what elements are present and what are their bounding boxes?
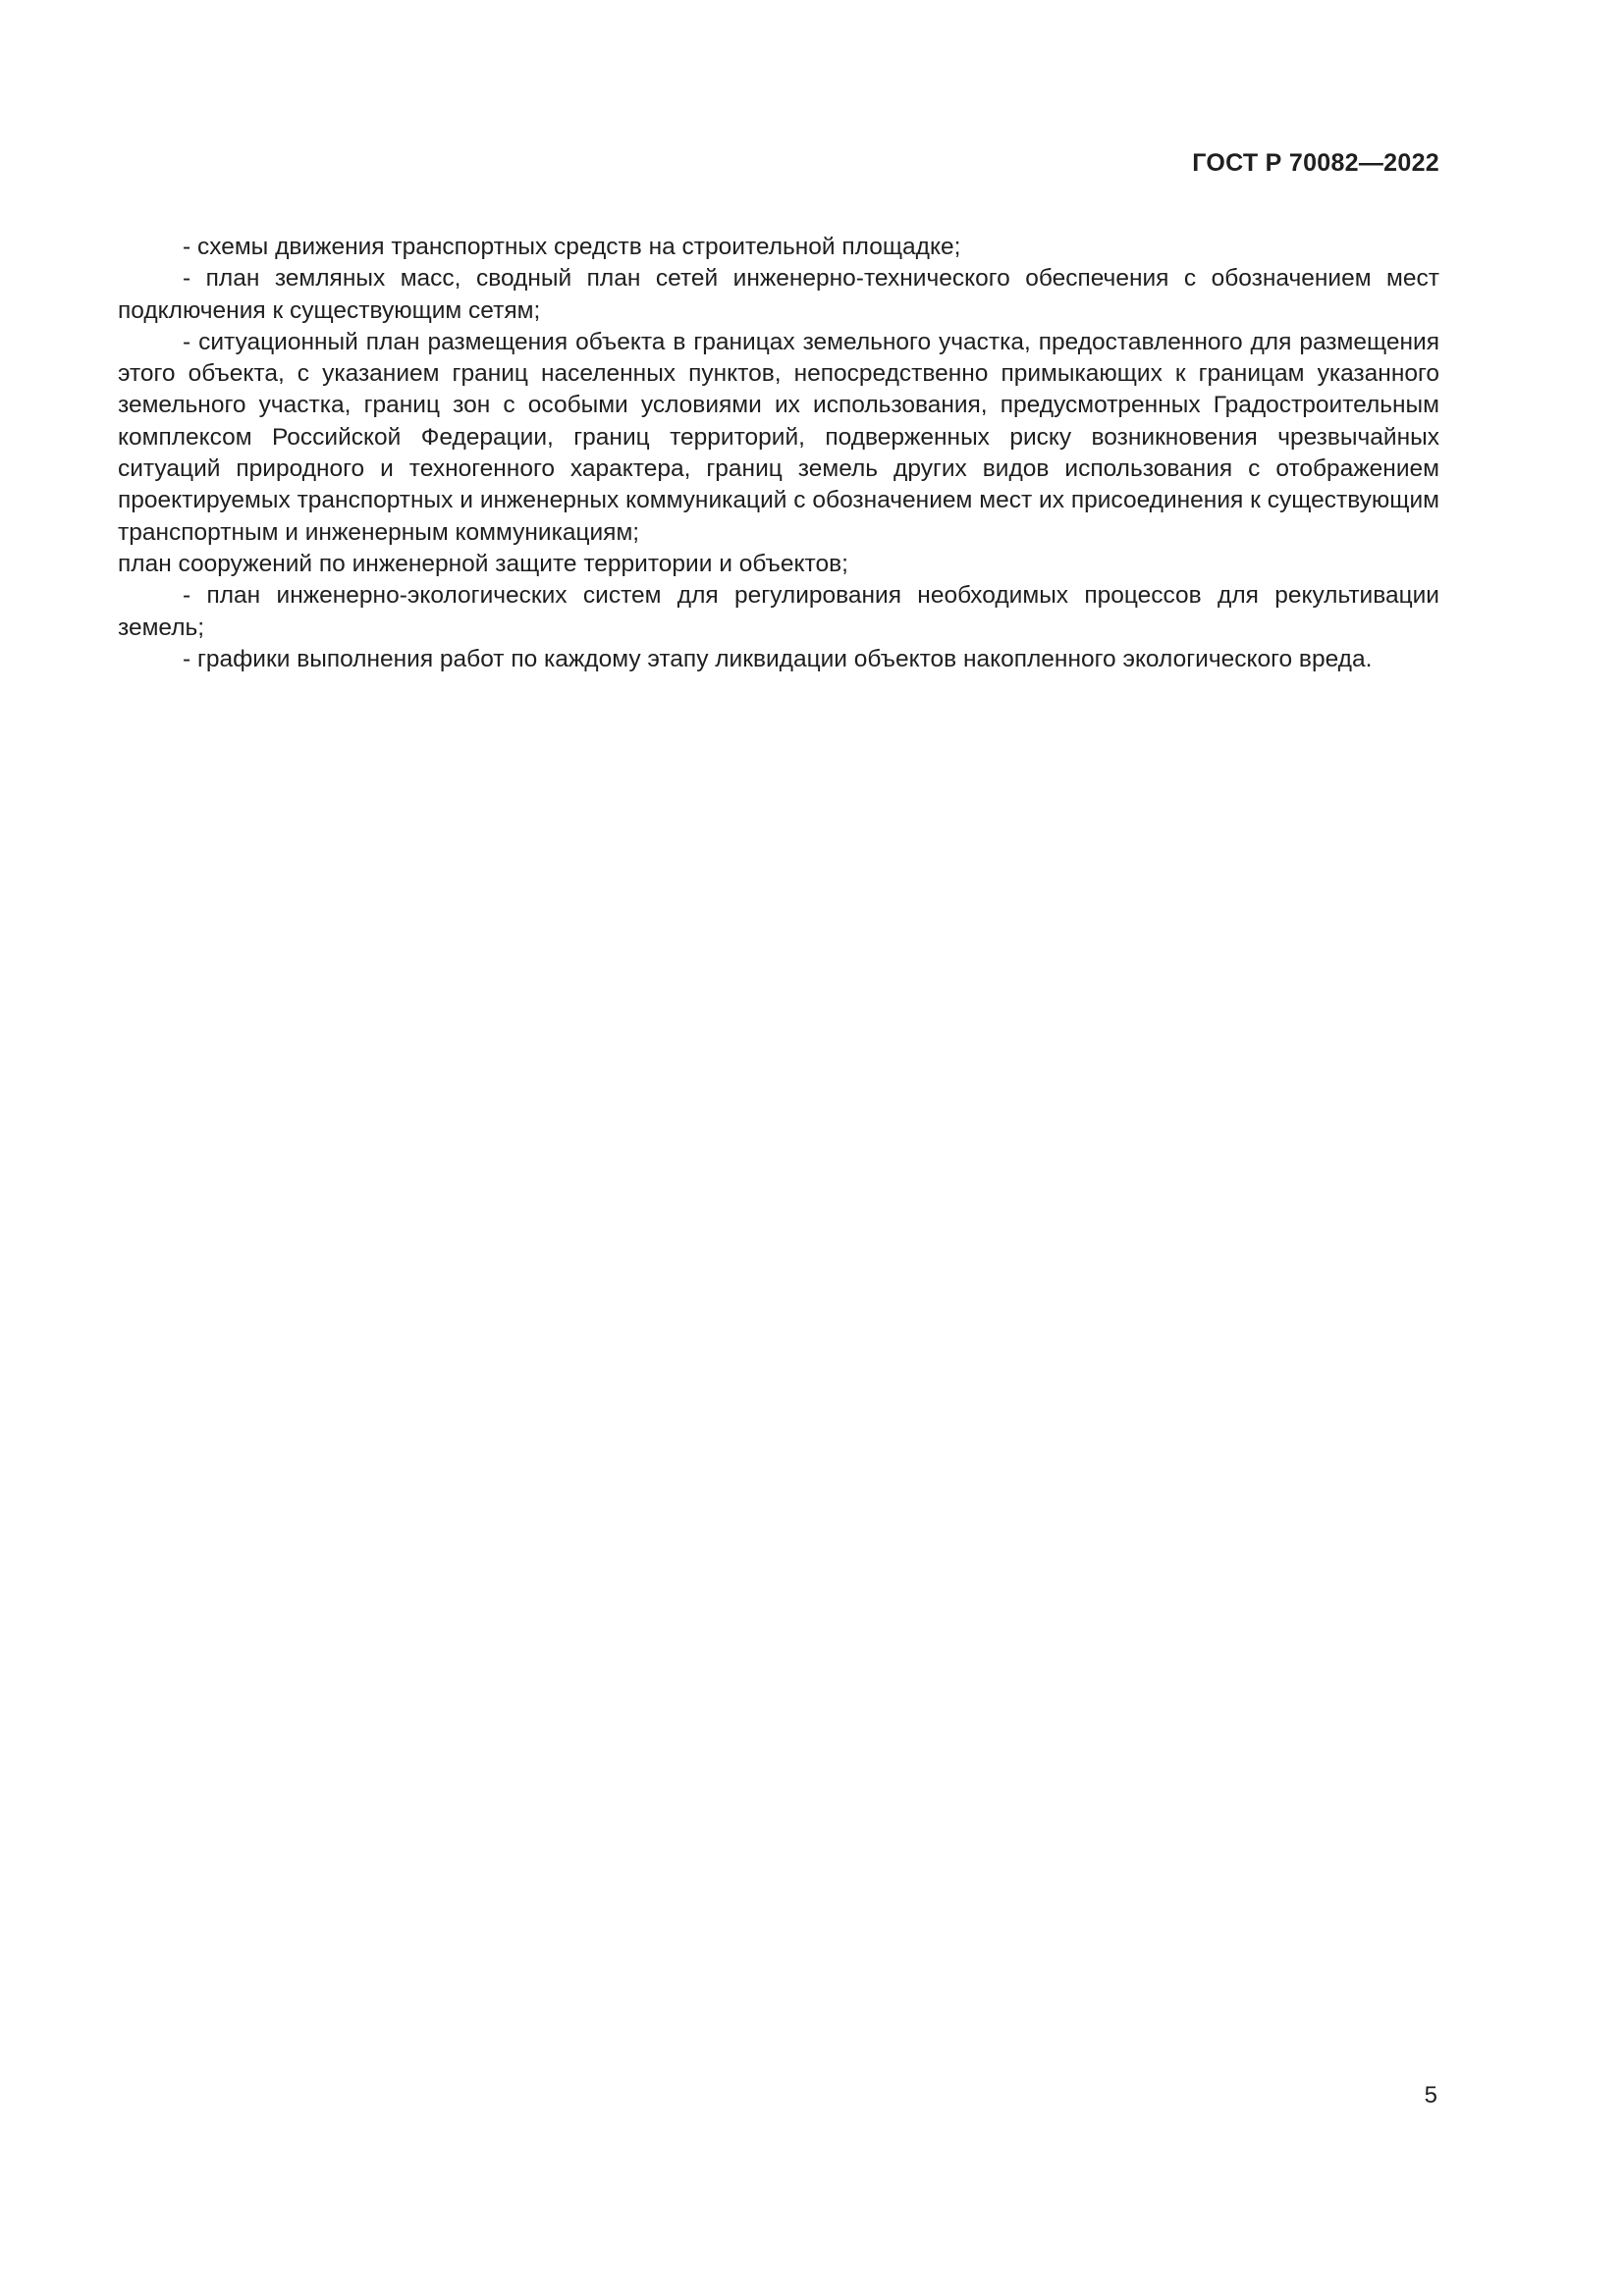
list-item: - графики выполнения работ по каждому этапу ликвидации объектов накопленного экологического вреда. xyxy=(183,645,1373,672)
page-number: 5 xyxy=(1424,2082,1437,2109)
list-item: - план земляных масс, сводный план сетей инженерно-технического обеспечения с обозначением мест подключения к существующим сетям; xyxy=(118,265,1439,324)
list-item: - план инженерно-экологических систем для регулирования необходимых процессов для рекультивации земель; xyxy=(118,582,1439,641)
list-item-continuation: план сооружений по инженерной защите территории и объектов; xyxy=(118,550,848,577)
document-header-id: ГОСТ Р 70082—2022 xyxy=(1192,149,1439,177)
list-item: - схемы движения транспортных средств на строительной площадке; xyxy=(183,234,961,260)
document-body xyxy=(118,232,1439,675)
list-item: - ситуационный план размещения объекта в границах земельного участка, предоставленного для размещения этого объекта, с указанием границ населенных пунктов, непосредственно примыкающих к границам указанного земельного участка, границ зон с особыми условиями их использования, предусмотренных Градостроительным комплексом Российской Федерации, границ территорий, подверженных риску возникновения чрезвычайных ситуаций природного и техногенного характера, границ земель других видов использования с отображением проектируемых транспортных и инженерных коммуникаций с обозначением мест их присоединения к существующим транспортным и инженерным коммуникациям; xyxy=(118,328,1439,546)
